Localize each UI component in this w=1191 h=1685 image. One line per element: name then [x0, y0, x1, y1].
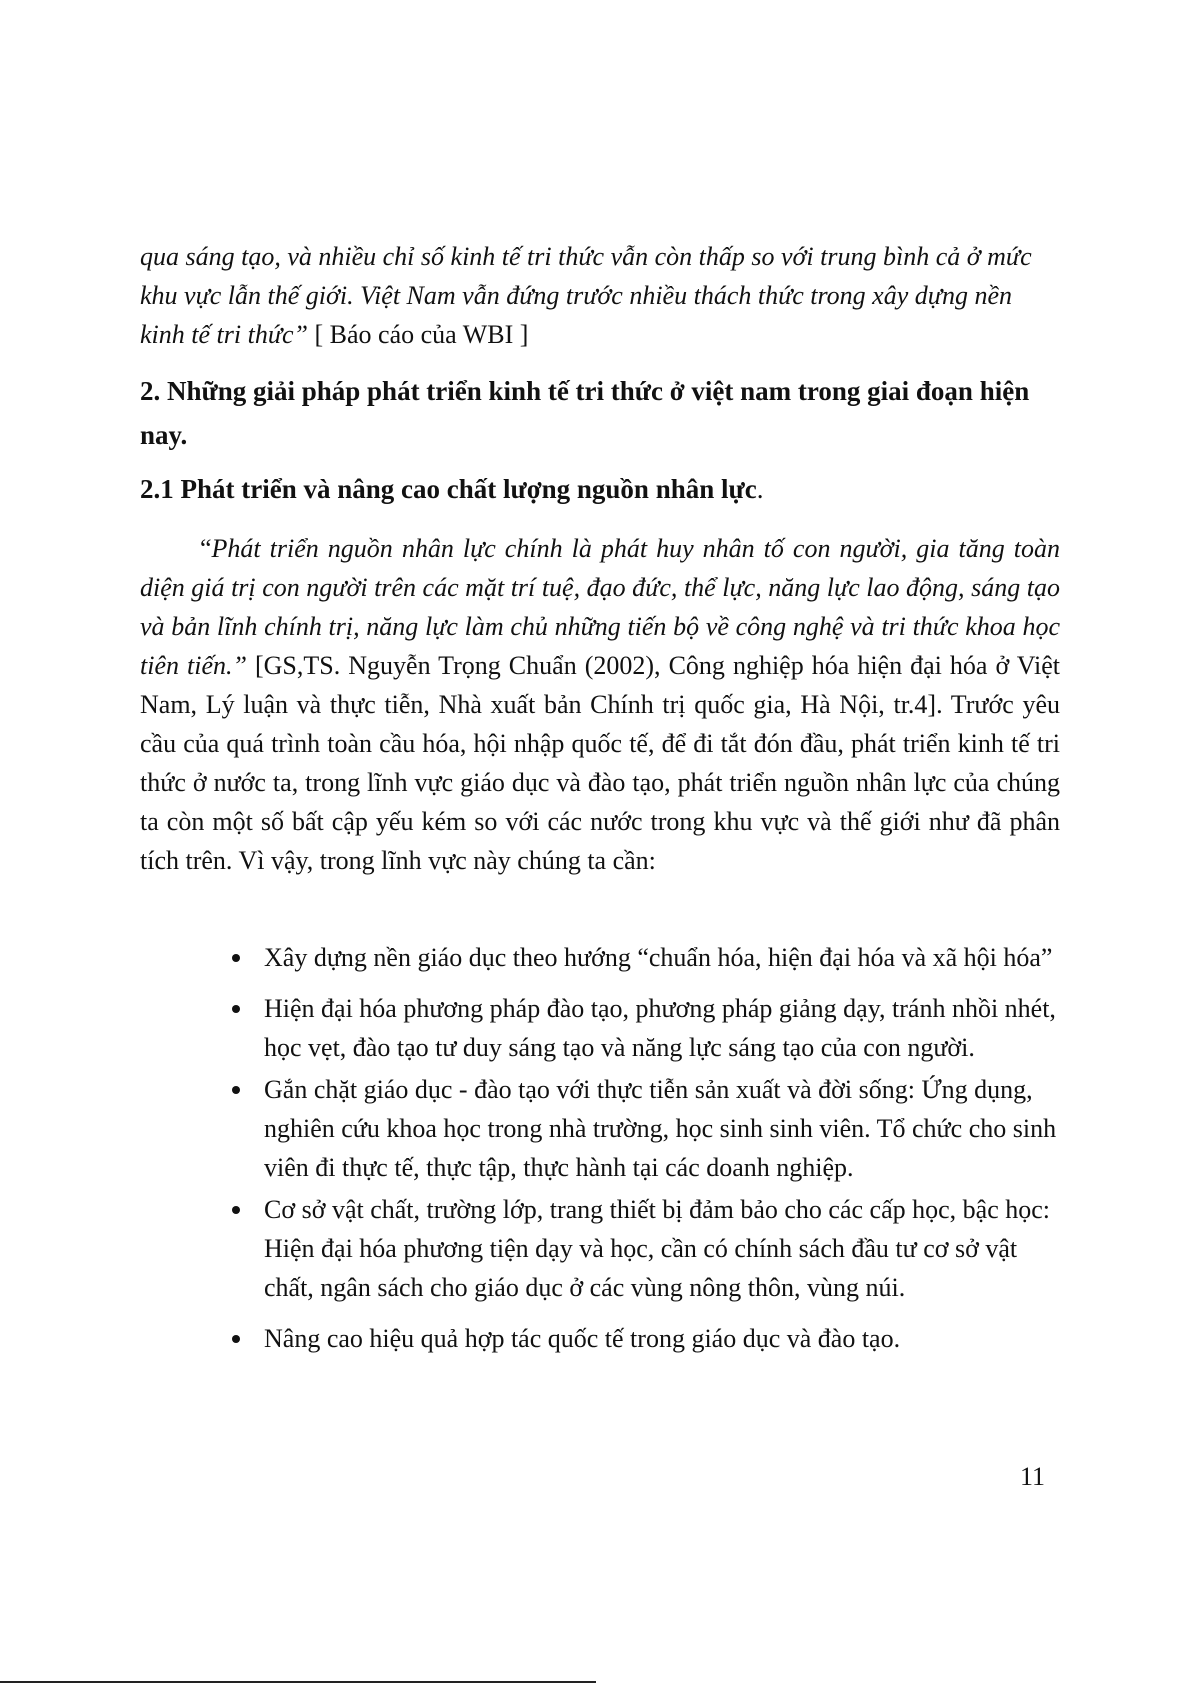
open-quote: “	[200, 534, 212, 563]
section-heading-2: 2. Những giải pháp phát triển kinh tế tri thức ở việt nam trong giai đoạn hiện nay.	[140, 376, 1030, 450]
body-paragraph	[140, 529, 1060, 880]
list-item-text: Gắn chặt giáo dục - đào tạo với thực tiễn sản xuất và đời sống: Ứng dụng, nghiên cứu khoa học trong nhà trường, học sinh sinh viên. Tổ chức cho sinh viên đi thực tế, thực tập, thực hành tại các doanh nghiệp.	[264, 1075, 1057, 1182]
bullet-icon	[232, 1005, 240, 1013]
page-number: 11	[1020, 1462, 1046, 1491]
bullet-icon	[232, 1335, 240, 1343]
body-paragraph-rest: [GS,TS. Nguyễn Trọng Chuẩn (2002), Công nghiệp hóa hiện đại hóa ở Việt Nam, Lý luận và thực tiễn, Nhà xuất bản Chính trị quốc gia, Hà Nội, tr.4]. Trước yêu cầu của quá trình toàn cầu hóa, hội nhập quốc tế, để đi tắt đón đầu, phát triển kinh tế tri thức ở nước ta, trong lĩnh vực giáo dục và đào tạo, phát triển nguồn nhân lực của chúng ta còn một số bất cập yếu kém so với các nước trong khu vực và thế giới như đã phân tích trên. Vì vậy, trong lĩnh vực này chúng ta cần:	[140, 651, 1060, 875]
list-item-text: Hiện đại hóa phương pháp đào tạo, phương pháp giảng dạy, tránh nhồi nhét, học vẹt, đào tạo tư duy sáng tạo và năng lực sáng tạo của con người.	[264, 994, 1056, 1062]
bullet-icon	[232, 1086, 240, 1094]
section-heading-2-1	[140, 471, 1060, 507]
measures-list	[232, 938, 1062, 1361]
bottom-divider	[0, 1681, 596, 1683]
intro-italic-text: qua sáng tạo, và nhiều chỉ số kinh tế tri thức vẫn còn thấp so với trung bình cả ở mức khu vực lẫn thế giới. Việt Nam vẫn đứng trước nhiều thách thức trong xây dựng nền kinh tế tri thức”	[140, 242, 1032, 349]
list-item-text: Cơ sở vật chất, trường lớp, trang thiết bị đảm bảo cho các cấp học, bậc học: Hiện đại hóa phương tiện dạy và học, cần có chính sách đầu tư cơ sở vật chất, ngân sách cho giáo dục ở các vùng nông thôn, vùng núi.	[264, 1195, 1051, 1302]
bullet-icon	[232, 954, 240, 962]
section-heading-2-1-period: .	[756, 474, 764, 504]
list-item	[232, 938, 1062, 977]
list-item	[232, 1190, 1062, 1307]
list-item-text: Nâng cao hiệu quả hợp tác quốc tế trong giáo dục và đào tạo.	[264, 1324, 901, 1353]
list-item-text: Xây dựng nền giáo dục theo hướng “chuẩn hóa, hiện đại hóa và xã hội hóa”	[264, 943, 1053, 972]
intro-paragraph	[140, 237, 1060, 354]
bullet-icon	[232, 1206, 240, 1214]
list-item	[232, 1070, 1062, 1187]
quoted-definition: Phát triển nguồn nhân lực chính là phát huy nhân tố con người, gia tăng toàn diện giá trị con người trên các mặt trí tuệ, đạo đức, thể lực, năng lực lao động, sáng tạo và bản lĩnh chính trị, năng lực làm chủ những tiến bộ về công nghệ và tri thức khoa học tiên tiến.”	[140, 534, 1060, 680]
list-item	[232, 1319, 1062, 1358]
list-item	[232, 989, 1062, 1067]
intro-citation: [ Báo cáo của WBI ]	[308, 320, 529, 349]
section-heading-2-1-text: 2.1 Phát triển và nâng cao chất lượng nguồn nhân lực	[140, 474, 757, 504]
